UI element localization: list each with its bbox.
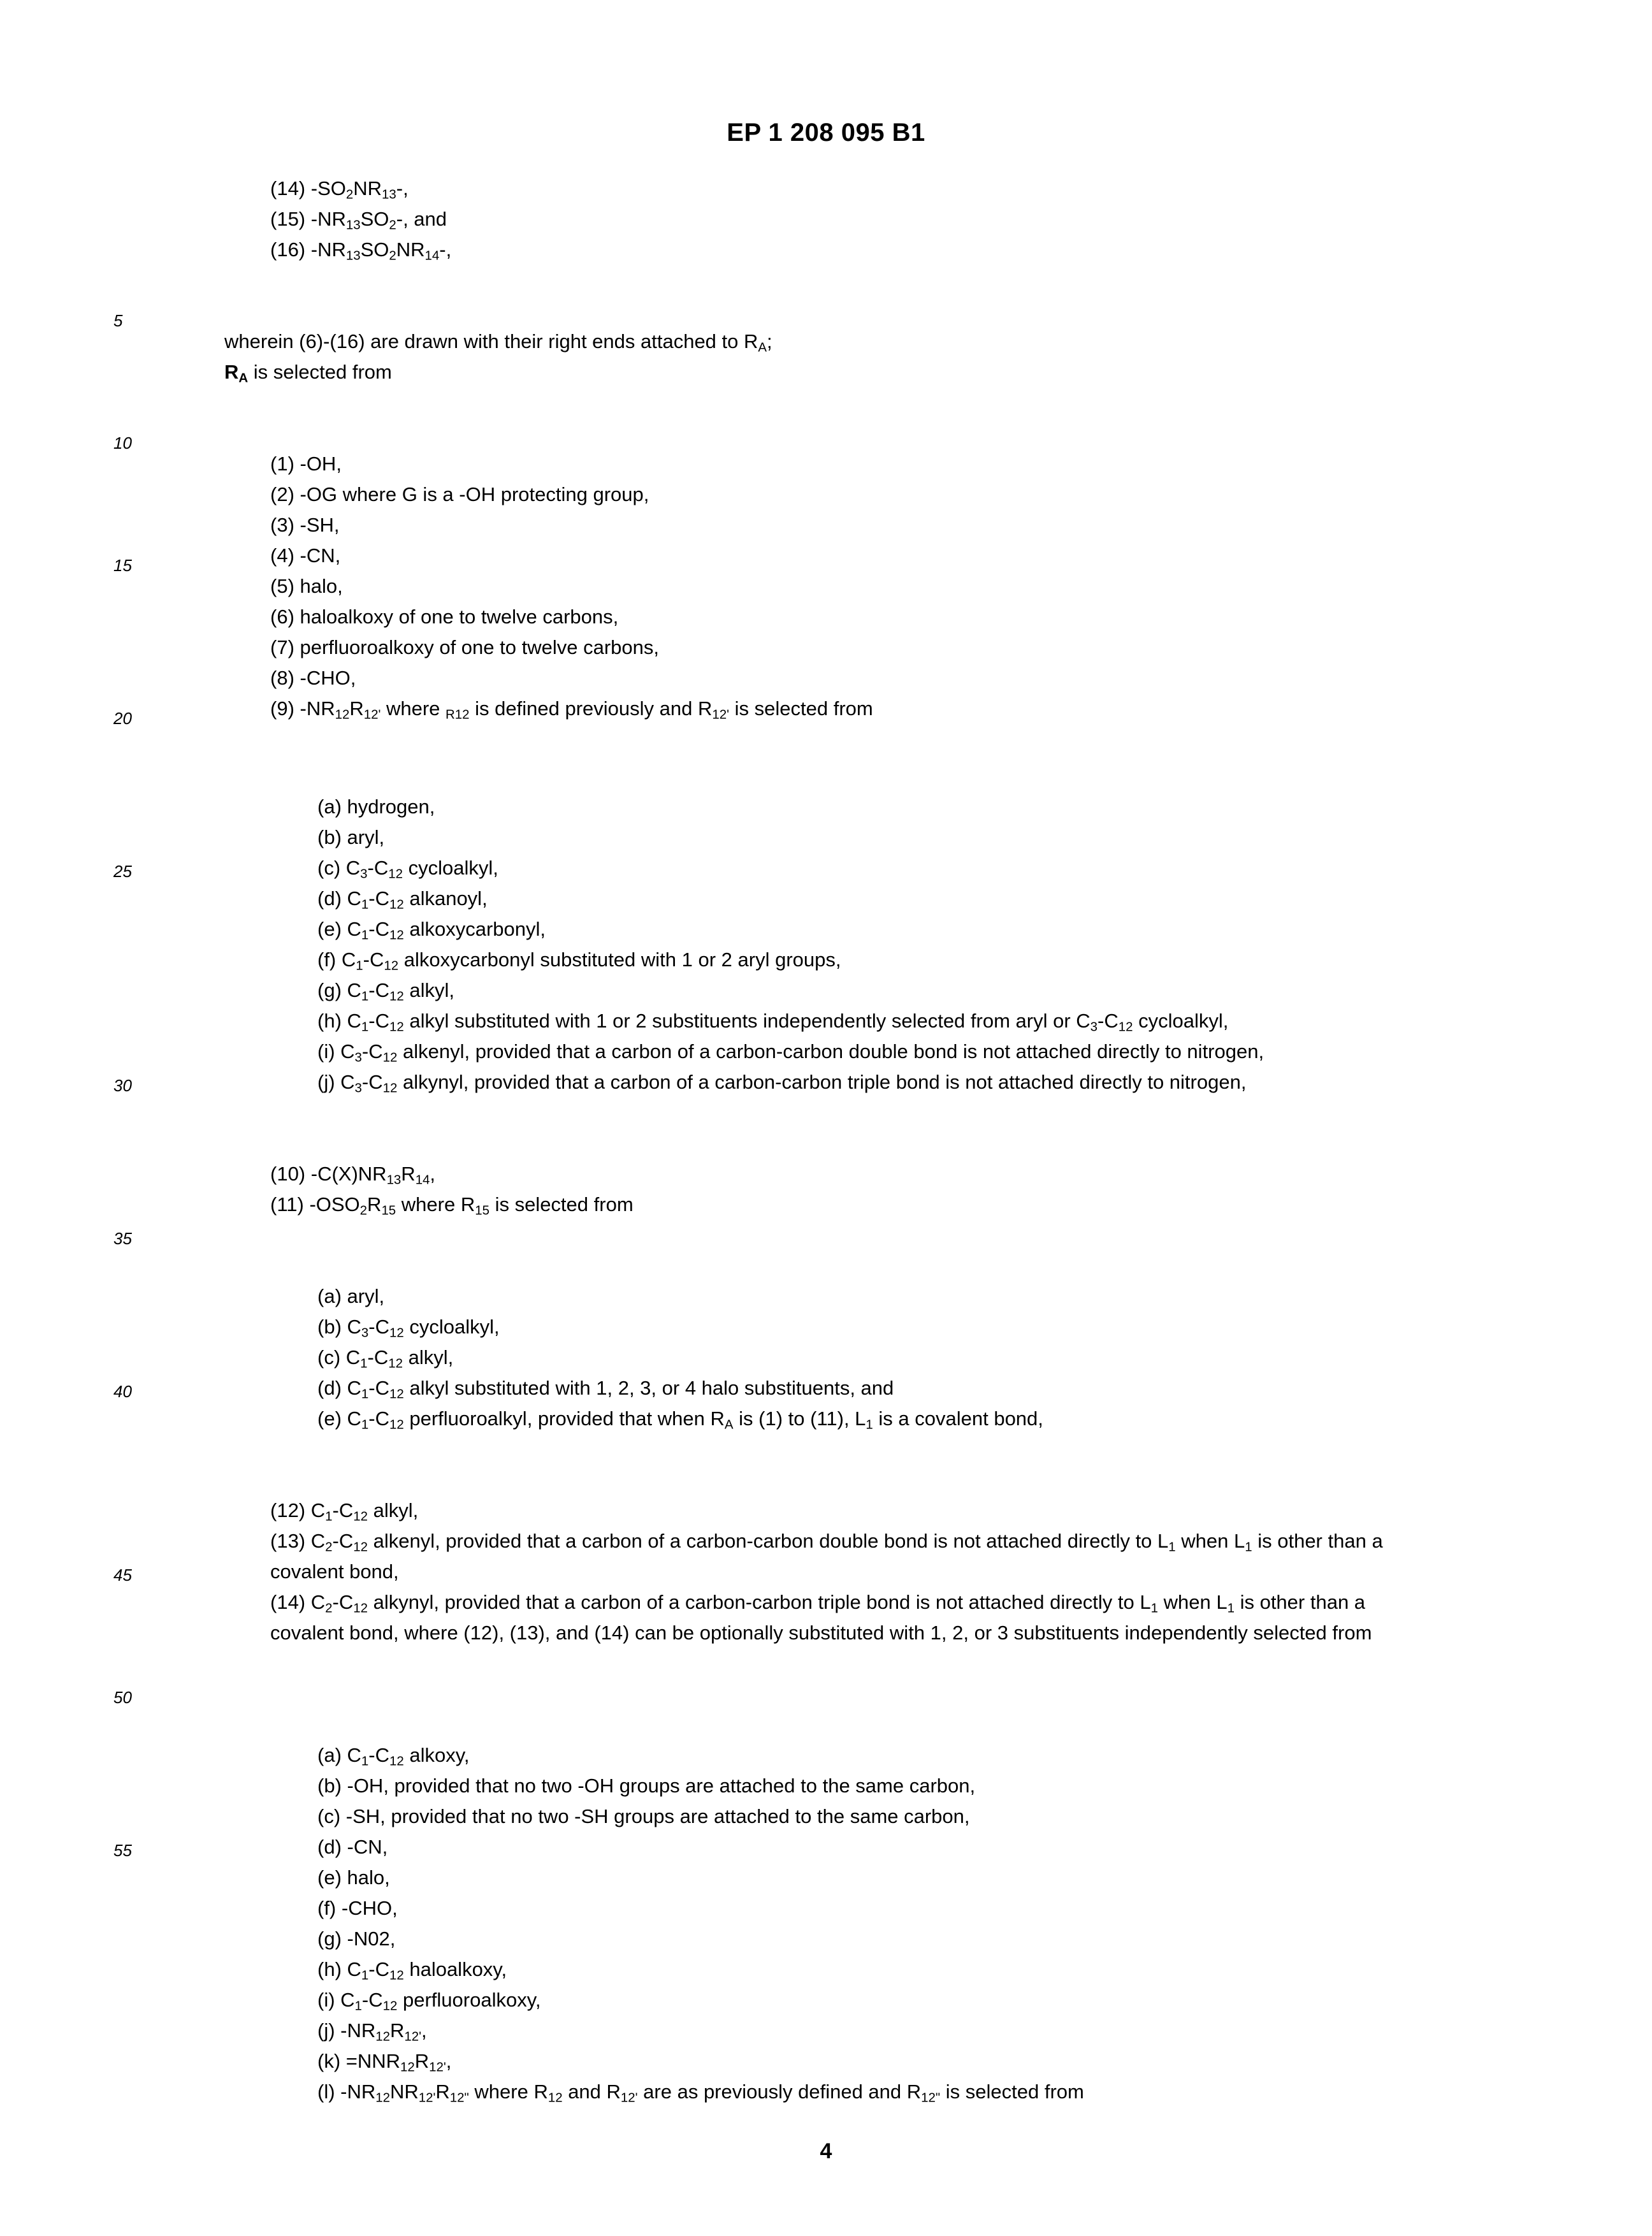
line-number-gutter <box>113 0 171 2236</box>
ra-definition-list <box>270 449 1430 730</box>
sublist-item-a: (a) aryl, <box>317 1284 385 1307</box>
list-item-10: (10) $-C(X)NR_{13}R_{14}$, <box>270 1162 436 1187</box>
line-number: 35 <box>113 1229 132 1248</box>
list-item-1: (1) -OH, <box>270 453 342 475</box>
wherein-clause: wherein (6)-(16) are drawn with their right ends attached to $R_A$; <box>224 330 772 355</box>
line-number: 5 <box>113 311 123 330</box>
spacer <box>224 265 1430 326</box>
sublist-item-i: (i) $C_1-C_{12}$ perfluoroalkoxy, <box>317 1988 541 2014</box>
specification-text-column <box>224 173 1430 2107</box>
list-item-12: (12) $C_1-C_{12}$ alkyl, <box>270 1499 419 1524</box>
publication-number-header: EP 1 208 095 B1 <box>727 119 925 147</box>
r15-definition-list <box>317 1281 1430 1434</box>
sublist-item-f: (f) $C_1-C_{12}$ alkoxycarbonyl substituted with 1 or 2 aryl groups, <box>317 948 841 973</box>
list-item-8: (8) -CHO, <box>270 667 356 689</box>
linker-list-tail <box>270 173 1430 265</box>
line-number: 40 <box>113 1382 132 1401</box>
list-item-13: (13) $C_2-C_{12}$ alkenyl, provided that a carbon of a carbon-carbon double bond is not attached directly to $L_1$ when $L_1$ is other than a covalent bond, <box>270 1529 1383 1583</box>
sublist-item-d: (d) $C_1-C_{12}$ alkanoyl, <box>317 887 488 912</box>
sublist-item-h: (h) $C_1-C_{12}$ alkyl substituted with 1 or 2 substituents independently selected from aryl or $C_3-C_{12}$ cycloalkyl, <box>317 1009 1229 1035</box>
spacer <box>224 1220 1430 1281</box>
list-item-11: (11) $-OSO_2R_{15}$ where $R_{15}$ is selected from <box>270 1193 634 1218</box>
sublist-item-f: (f) -CHO, <box>317 1896 398 1919</box>
list-item-14: (14) $-SO_2NR_{13}-$, <box>270 177 409 202</box>
list-item-4: (4) -CN, <box>270 544 341 567</box>
sublist-item-a: (a) hydrogen, <box>317 795 435 818</box>
sublist-item-d: (d) -CN, <box>317 1835 388 1858</box>
line-number: 30 <box>113 1076 132 1095</box>
sublist-item-h: (h) $C_1-C_{12}$ haloalkoxy, <box>317 1957 507 1983</box>
sublist-item-a: (a) $C_1-C_{12}$ alkoxy, <box>317 1743 470 1769</box>
list-item-7: (7) perfluoroalkoxy of one to twelve carbons, <box>270 636 659 658</box>
sublist-item-g: (g) -N02, <box>317 1927 396 1950</box>
list-item-3: (3) -SH, <box>270 514 340 536</box>
ra-definition-list-continued <box>270 1159 1430 1220</box>
sublist-item-b: (b) -OH, provided that no two -OH groups are attached to the same carbon, <box>317 1774 976 1797</box>
sublist-item-c: (c) $C_1-C_{12}$ alkyl, <box>317 1346 454 1371</box>
page-number: 4 <box>820 2139 832 2163</box>
sublist-item-j: (j) $-NR_{12}R_{12'}$, <box>317 2019 427 2044</box>
sublist-item-j: (j) $C_3-C_{12}$ alkynyl, provided that a carbon of a carbon-carbon triple bond is not attached directly to nitrogen, <box>317 1070 1247 1096</box>
list-item-16: (16) $-NR_{13}SO_2NR_{14}-$, <box>270 238 452 263</box>
sublist-item-d: (d) $C_1-C_{12}$ alkyl substituted with 1, 2, 3, or 4 halo substituents, and <box>317 1376 894 1402</box>
line-number: 15 <box>113 556 132 575</box>
spacer <box>224 1434 1430 1495</box>
sublist-item-e: (e) $C_1-C_{12}$ alkoxycarbonyl, <box>317 917 546 943</box>
spacer <box>224 388 1430 449</box>
sublist-item-c: (c) -SH, provided that no two -SH groups are attached to the same carbon, <box>317 1804 970 1827</box>
line-number: 10 <box>113 433 132 453</box>
wherein-paragraph <box>224 326 1430 388</box>
sublist-item-i: (i) $C_3-C_{12}$ alkenyl, provided that a carbon of a carbon-carbon double bond is not attached directly to nitrogen, <box>317 1040 1264 1065</box>
spacer <box>224 1098 1430 1159</box>
list-item-15: (15) $-NR_{13}SO_2-$, and <box>270 208 447 233</box>
sublist-item-b: (b) aryl, <box>317 825 385 848</box>
list-item-6: (6) haloalkoxy of one to twelve carbons, <box>270 606 619 628</box>
ra-intro: $R_A$ is selected from <box>224 361 392 386</box>
sublist-item-c: (c) $C_3-C_{12}$ cycloalkyl, <box>317 856 498 882</box>
sublist-item-k: $(k) =NNR_{12}R_{12'}$, <box>317 2049 452 2075</box>
list-item-5: (5) halo, <box>270 575 343 597</box>
sublist-item-e: (e) halo, <box>317 1866 390 1889</box>
spacer <box>224 730 1430 792</box>
sublist-item-e: (e) $C_1-C_{12}$ perfluoroalkyl, provided that when $R_A$ is (1) to (11), $L_1$ is a covalent bond, <box>317 1407 1043 1432</box>
sublist-item-g: (g) $C_1-C_{12}$ alkyl, <box>317 978 454 1004</box>
inline-subscript-r12: R12 <box>446 707 470 722</box>
line-number: 55 <box>113 1841 132 1860</box>
list-item-9: (9) $-NR_{12}R_{12'}$ where R12 is defined previously and $R_{12'}$ is selected from <box>270 697 873 722</box>
ra-definition-list-tail <box>270 1495 1430 1648</box>
line-number: 50 <box>113 1688 132 1707</box>
substituent-definition-list <box>317 1740 1430 2107</box>
list-item-14: (14) $C_2-C_{12}$ alkynyl, provided that a carbon of a carbon-carbon triple bond is not attached directly to $L_1$ when $L_1$ is other than a covalent bond, where (12), (13), and (14) can be optionally substituted with 1, 2, or 3 substituents independently selected from <box>270 1590 1372 1644</box>
sublist-item-b: (b) $C_3-C_{12}$ cycloalkyl, <box>317 1315 500 1340</box>
list-item-2: (2) -OG where G is a -OH protecting group, <box>270 483 649 505</box>
line-number: 20 <box>113 709 132 728</box>
line-number: 45 <box>113 1565 132 1585</box>
r12prime-definition-list <box>317 792 1430 1098</box>
line-number: 25 <box>113 862 132 881</box>
sublist-item-l: (l) $-NR_{12}NR_{12'}R_{12"}$ where $R_{12}$ and $R_{12'}$ are as previously defined and $R_{12"}$ is selected from <box>317 2080 1084 2105</box>
spacer <box>224 1648 1430 1740</box>
